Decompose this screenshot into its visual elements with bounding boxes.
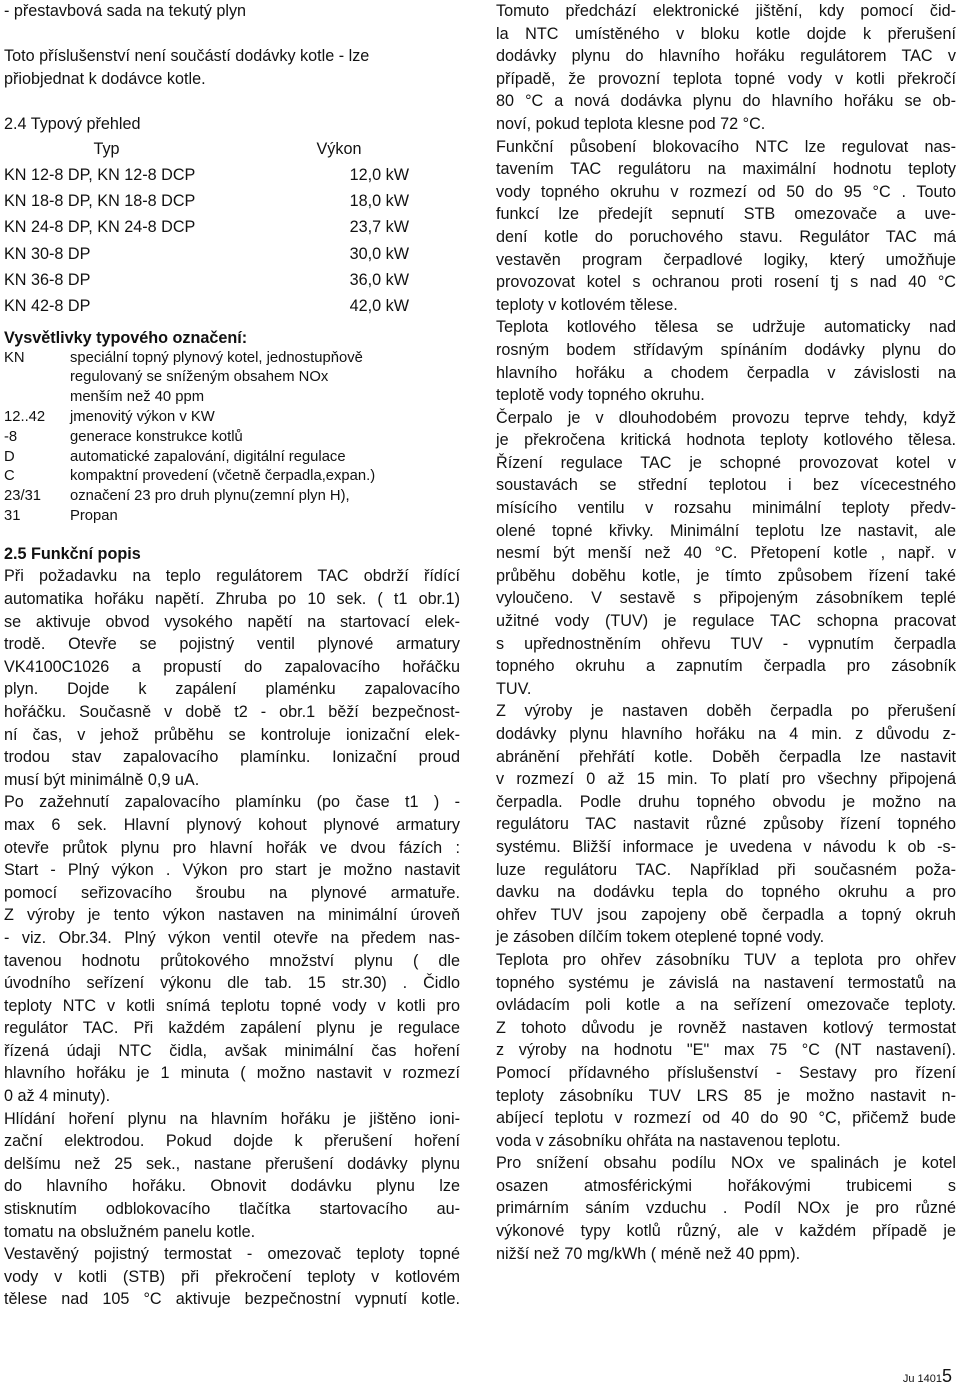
right-column-text: [496, 0, 956, 1265]
intro-line: - přestavbová sada na tekutý plyn: [4, 2, 247, 20]
table-header-row: [4, 136, 409, 162]
page-number: 5: [941, 1366, 952, 1386]
text-line: primárním sáním vzduchu . Podíl NOx je pro různé: [496, 1199, 956, 1218]
output-cell: 42,0 kW: [349, 297, 409, 316]
legend-value: jmenovitý výkon v KW: [70, 409, 215, 426]
document-code: Ju 1401: [902, 1373, 942, 1385]
text-line: ní čas, v jehož průběhu se kontroluje ionizační elek-: [4, 725, 460, 744]
column-header-output: Výkon: [316, 139, 362, 158]
text-line: vyloučeno. V sestavě s připojeným zásobníkem teplé: [496, 589, 956, 608]
text-line: - viz. Obr.34. Plný výkon ventil otevře na předem nas-: [4, 928, 460, 947]
text-line: Funkční působení blokovacího NTC lze regulovat nas-: [496, 137, 956, 156]
output-cell: 30,0 kW: [349, 244, 409, 263]
text-line: plyn. Dojde k zapálení plaménku zapalovacího: [4, 680, 460, 699]
text-line: Tomuto předchází elektronické jištění, kdy pomocí čid-: [496, 2, 956, 20]
text-line: teploty NTC v kotli snímá teplotu topné vody v kotli pro: [4, 996, 460, 1015]
text-line: průběhu doběhu kotle, je tímto způsobem řízení také: [496, 566, 956, 585]
text-line: hlavního hořáku je 1 minuta ( možno nastavit v rozmezí: [4, 1064, 460, 1083]
text-line: abíjecí teplotu v rozmezí od 40 do 90 °C, přičemž bude: [496, 1109, 956, 1128]
type-cell: KN 36-8 DP: [4, 271, 91, 290]
text-line: provozovat kotel s ochranou proti rosení tj s nad 40 °C: [496, 273, 956, 292]
text-line: regulátor TAC. Při každém zapálení plynu je regulace: [4, 1019, 460, 1038]
text-line: Teplota pro ohřev zásobníku TUV a teplota pro ohřev: [496, 950, 956, 969]
text-line: zační elektrodou. Pokud dojde k přerušení hoření: [4, 1132, 460, 1151]
text-line: řízená údaji NTC čidla, avšak minimální čas hoření: [4, 1041, 460, 1060]
legend-key: KN: [4, 349, 25, 366]
text-line: tavením TAC regulátoru na maximální hodnotu teploty: [496, 160, 956, 179]
type-cell: KN 30-8 DP: [4, 244, 91, 263]
text-line: TUV.: [496, 679, 532, 698]
text-line: 80 °C a nová dodávka plynu do hlavního hořáku se ob-: [496, 92, 956, 111]
output-cell: 18,0 kW: [349, 192, 409, 211]
text-line: pomocí seřizovacího šroubu na plynové armatuře.: [4, 883, 460, 902]
legend-item: [4, 388, 460, 408]
intro-text: [4, 0, 460, 90]
right-column: [496, 0, 956, 1265]
text-line: nižší než 70 mg/kWh ( méně než 40 ppm).: [496, 1244, 801, 1263]
text-line: Start - Plný výkon . Výkon pro start je možno nastavit: [4, 861, 460, 880]
text-line: teplotě vody topného okruhu.: [496, 386, 705, 405]
text-line: voda v zásobníku ohřáta na nastavenou teplotu.: [496, 1131, 841, 1150]
text-line: automatika hořáku napětí. Zhruba po 10 sek. ( t1 obr.1): [4, 590, 460, 608]
legend-item: [4, 467, 460, 487]
legend-key: 12..42: [4, 409, 46, 426]
text-line: musí být minimálně 0,9 uA.: [4, 770, 200, 789]
legend-value: regulovaný se sníženým obsahem NOx: [70, 369, 329, 386]
section-title-type-overview: 2.4 Typový přehled: [4, 114, 141, 133]
type-cell: KN 24-8 DP, KN 24-8 DCP: [4, 218, 196, 237]
text-line: noví, pokud teplota klesne pod 72 °C.: [496, 114, 766, 133]
output-cell: 23,7 kW: [349, 218, 409, 237]
text-line: případě, že provozní teplota topné vody v kotli překročí: [496, 69, 956, 88]
text-line: luze regulátoru TAC. Například při současném poža-: [496, 860, 956, 879]
table-row: [4, 162, 409, 188]
text-line: stisknutím odblokovacího tlačítka startovacího au-: [4, 1200, 460, 1219]
text-line: se aktivuje obvod vysokého napětí na startovací elek-: [4, 612, 460, 631]
text-line: Teplota kotlového tělesa se udržuje automaticky nad: [496, 318, 956, 337]
legend-value: menším než 40 ppm: [70, 389, 205, 406]
legend-item: [4, 448, 460, 468]
type-overview-table: [4, 136, 409, 320]
text-line: Hlídání hoření plynu na hlavním hořáku je jištěno ioni-: [4, 1109, 460, 1128]
text-line: delšímu než 25 sek., nastane přerušení dodávky plynu: [4, 1154, 460, 1173]
function-description: [4, 565, 460, 1311]
text-line: trodou stav zapalovacího plamínku. Ionizační proud: [4, 748, 460, 767]
text-line: topného okruhu a zapnutím čerpadla pro zásobník: [496, 657, 956, 676]
legend-value: automatické zapalování, digitální regulace: [70, 448, 346, 465]
legend-item: [4, 507, 460, 527]
text-line: trodě. Otevře se pojistný ventil plynové armatury: [4, 635, 460, 654]
legend-title: Vysvětlivky typového označení:: [4, 328, 248, 347]
text-line: Čerpalo je v dlouhodobém provozu teprve tehdy, když: [496, 408, 956, 427]
text-line: užitné vody (TUV) je regulace TAC schopna pracovat: [496, 612, 956, 631]
text-line: hlavního hořáku a chodem čerpadla v závislosti na: [496, 363, 956, 382]
text-line: rosným bodem střídavým spínáním dodávky plynu do: [496, 340, 956, 359]
table-row: [4, 293, 409, 319]
text-line: Řízení regulace TAC je schopné provozovat kotel v: [496, 453, 956, 472]
legend-key: C: [4, 468, 15, 485]
text-line: max 6 sek. Hlavní plynový kohout plynové armatury: [4, 815, 460, 834]
legend-item: [4, 428, 460, 448]
legend-key: [4, 368, 70, 388]
page-footer: [903, 1366, 952, 1387]
table-row: [4, 188, 409, 214]
legend-value: Propan: [70, 508, 118, 525]
type-cell: KN 42-8 DP: [4, 297, 91, 316]
type-cell: KN 12-8 DP, KN 12-8 DCP: [4, 165, 196, 184]
legend-key: -8: [4, 428, 18, 445]
text-line: je zásoben dílčím tokem oteplené topné vody.: [496, 928, 825, 947]
table-row: [4, 241, 409, 267]
text-line: tavenou hodnotu průtokového množství plynu ( dle: [4, 951, 460, 970]
table-row: [4, 214, 409, 240]
legend-value: označení 23 pro druh plynu(zemní plyn H),: [70, 488, 350, 505]
text-line: dodávky plynu hlavního hořáku na 4 min. z důvodu z-: [496, 725, 956, 743]
text-line: s upřednostněním ohřevu TUV - vypnutím čerpadla: [496, 634, 956, 653]
legend-item: [4, 368, 460, 388]
text-line: abránění přehřátí kotle. Doběh čerpadla lze nastavit: [496, 747, 956, 766]
text-line: nesmí být menší než 40 °C. Přetopení kotle , např. v: [496, 544, 956, 563]
left-column: [4, 0, 460, 1311]
text-line: z výroby na hodnotu "E" max 75 °C (NT nastavení).: [496, 1041, 956, 1060]
text-line: vody v kotli (STB) při překročení teploty v kotlovém: [4, 1267, 460, 1286]
type-cell: KN 18-8 DP, KN 18-8 DCP: [4, 192, 196, 211]
text-line: Při požadavku na teplo regulátorem TAC obdrží řídící: [4, 567, 460, 586]
text-line: systému. Bližší informace je uvedena v návodu k ob -s-: [496, 837, 956, 856]
text-line: vestavěn program čerpadlové logiky, který umožňuje: [496, 250, 956, 269]
legend-key: [4, 388, 70, 408]
text-line: teploty v kotlovém tělese.: [496, 295, 678, 314]
text-line: Z tohoto důvodu je rovněž nastaven kotlový termostat: [496, 1018, 956, 1037]
text-line: Pomocí přídavného příslušenství - Sestavy pro řízení: [496, 1063, 956, 1082]
legend-value: generace konstrukce kotlů: [70, 428, 243, 445]
spacer: [4, 90, 460, 113]
text-line: davku na dodávku tepla do topného okruhu a pro: [496, 883, 956, 902]
text-line: teploty zásobníku TUV LRS 85 je možno nastavit n-: [496, 1086, 956, 1105]
legend-item: [4, 349, 460, 369]
text-line: tělese nad 105 °C aktivuje bezpečnostní vypnutí kotle.: [4, 1290, 460, 1309]
text-line: mísícího ventilu v rozsahu minimální teploty předv-: [496, 499, 956, 518]
text-line: Vestavěný pojistný termostat - omezovač teploty topné: [4, 1245, 460, 1264]
text-line: 0 až 4 minuty).: [4, 1087, 111, 1106]
text-line: Pro snížení obsahu podílu NOx ve spalinách je kotel: [496, 1154, 956, 1173]
text-line: výkonové typy kotlů různý, ale v každém případě je: [496, 1222, 956, 1241]
legend-list: [4, 349, 460, 527]
text-line: regulátoru TAC nastavit různé způsoby řízení topného: [496, 815, 956, 834]
text-line: olené topné křivky. Minimální teplotu lze nastavit, ale: [496, 521, 956, 540]
text-line: Z výroby je nastaven doběh čerpadla po přerušení: [496, 702, 956, 721]
text-line: vody topného okruhu v rozmezí od 50 do 95 °C . Touto: [496, 182, 956, 201]
legend-key: 23/31: [4, 488, 42, 505]
text-line: funkcí lze předejít sepnutí STB omezovače a uve-: [496, 205, 956, 224]
text-line: do hlavního hořáku. Obnovit dodávku plynu lze: [4, 1177, 460, 1196]
text-line: hořáčku. Současně v době t2 - obr.1 běží bezpečnost-: [4, 702, 460, 721]
legend-value: kompaktní provedení (včetně čerpadla,expan.): [70, 468, 376, 485]
output-cell: 36,0 kW: [349, 271, 409, 290]
legend-key: D: [4, 448, 15, 465]
text-line: topného systému je závislá na nastavení termostatů na: [496, 973, 956, 992]
section-title-function: 2.5 Funkční popis: [4, 544, 141, 563]
text-line: osazen atmosférickými hořákovými trubicemi s: [496, 1176, 956, 1195]
text-line: otevře průtok plynu pro hlavní hořák ve dvou fázích :: [4, 838, 460, 857]
text-line: v rozmezí 0 až 15 min. To platí pro všechny připojená: [496, 770, 956, 789]
legend-item: [4, 487, 460, 507]
text-line: dodávky plynu do hlavního hořáku regulátorem TAC v: [496, 47, 956, 66]
intro-line: Toto příslušenství není součástí dodávky kotle - lze: [4, 47, 370, 66]
text-line: Po zažehnutí zapalovacího plamínku (po čase t1 ) -: [4, 793, 460, 812]
text-line: ovládacím poli kotle a na seřízení omezovače teploty.: [496, 996, 956, 1015]
text-line: dení kotle do poruchového stavu. Regulátor TAC má: [496, 227, 956, 246]
table-row: [4, 267, 409, 293]
text-line: úvodního seřízení výkonu dle tab. 15 str.30) . Čidlo: [4, 974, 460, 993]
text-line: la NTC umístěného v bloku kotle dojde k přerušení: [496, 24, 956, 43]
legend-value: speciální topný plynový kotel, jednostupňově: [70, 349, 363, 366]
text-line: ohřev TUV jsou zapojeny obě čerpadla a topný okruh: [496, 905, 956, 924]
spacer: [4, 527, 460, 543]
text-line: tomatu na obslužném panelu kotle.: [4, 1222, 256, 1241]
text-line: Z výroby je tento výkon nastaven na minimální úroveň: [4, 906, 460, 925]
intro-line: [4, 23, 460, 46]
text-line: VK4100C1026 a propustí do zapalovacího hořáčku: [4, 657, 460, 676]
text-line: soustavách se střední teplotou i bez vícecestného: [496, 476, 956, 495]
text-line: čerpadla. Podle druhu topného obvodu je možno na: [496, 792, 956, 811]
legend-item: [4, 408, 460, 428]
text-line: je překročena kritická hodnota teploty kotlového tělesa.: [496, 431, 956, 450]
intro-line: přiobjednat k dodávce kotle.: [4, 69, 206, 88]
column-header-type: Typ: [93, 139, 120, 158]
legend-key: 31: [4, 508, 21, 525]
output-cell: 12,0 kW: [349, 165, 409, 184]
